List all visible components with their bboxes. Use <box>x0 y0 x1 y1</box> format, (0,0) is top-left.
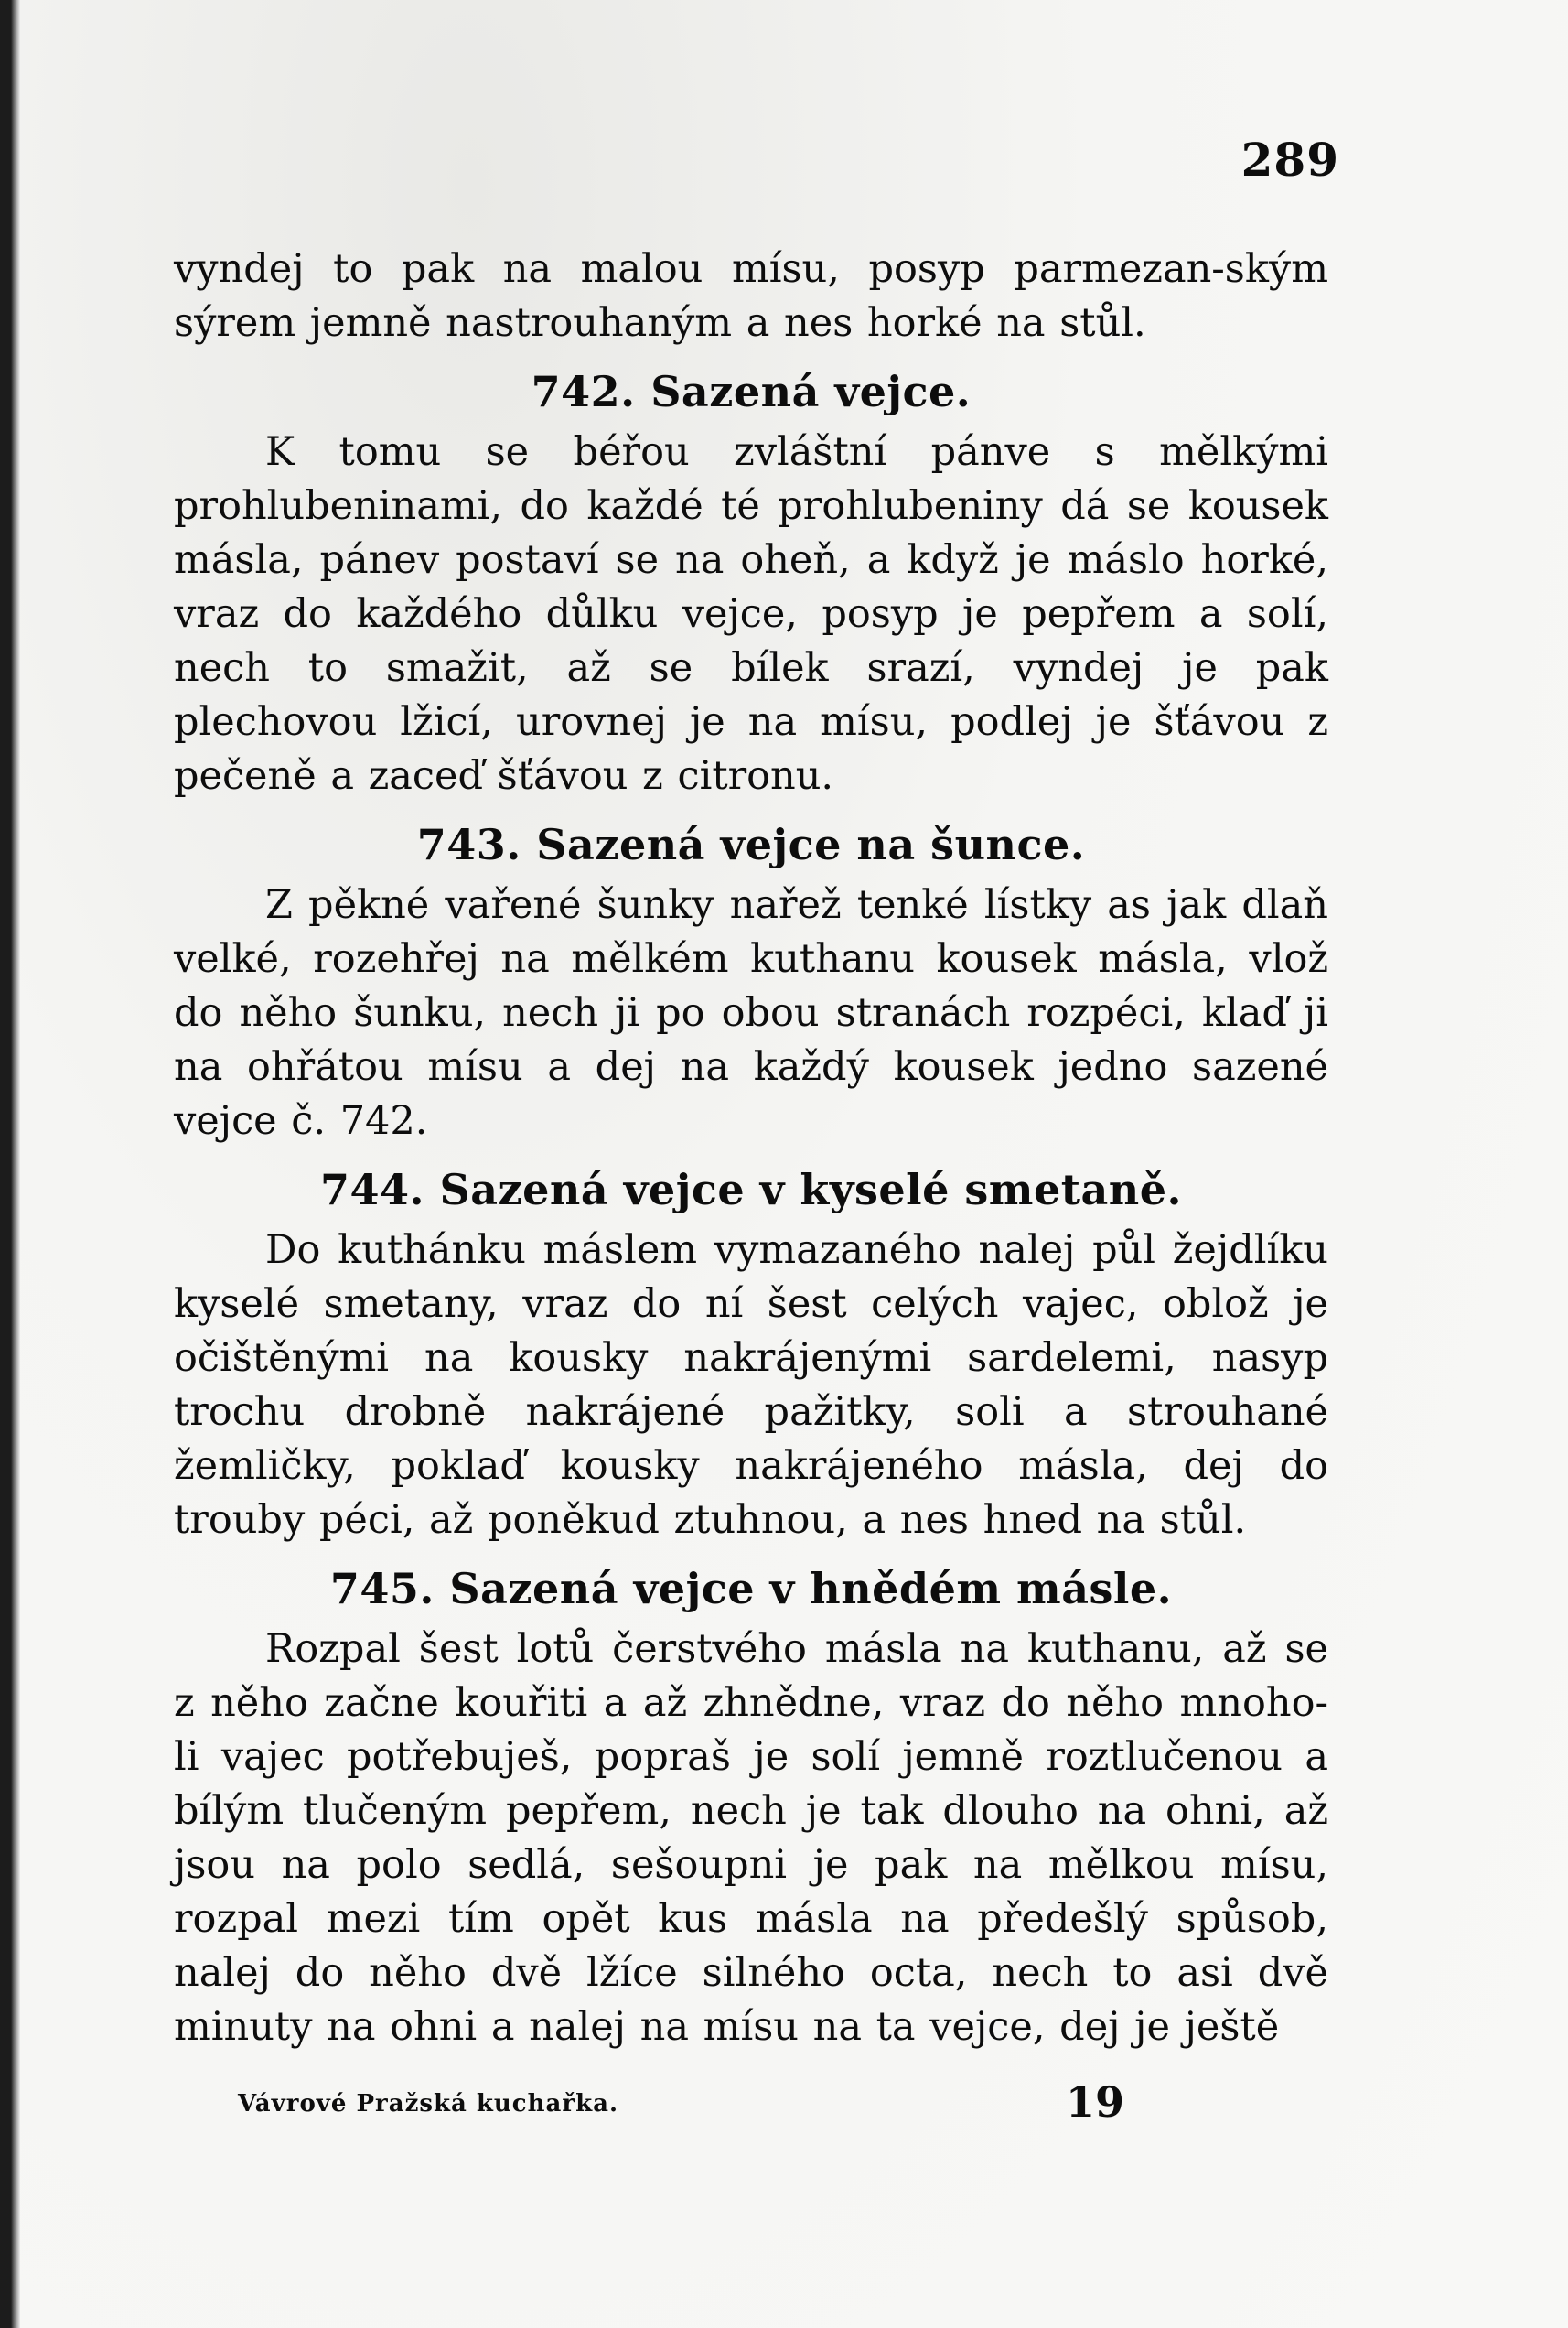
footer-credit: Vávrové Pražská kuchařka. <box>238 2090 619 2118</box>
recipe-745-title: 745. Sazená vejce v hnědém másle. <box>329 1564 1173 1613</box>
signature-mark: 19 <box>1066 2077 1125 2127</box>
recipe-743-title: 743. Sazená vejce na šunce. <box>416 820 1086 869</box>
page-footer <box>238 2077 1153 2132</box>
recipe-744-title: 744. Sazená vejce v kyselé smetaně. <box>319 1165 1183 1214</box>
page-body <box>174 242 1328 2054</box>
recipe-743-text: Z pěkné vařené šunky nařež tenké lístky as jak dlaň velké, rozehřej na mělkém kuthanu kousek másla, vlož do něho šunku, nech ji po obou stranách rozpéci, klaď ji na ohřátou mísu a dej na každý kousek jedno sazené vejce č. 742. <box>174 882 1328 1144</box>
intro-paragraph: vyndej to pak na malou mísu, posyp parmezan-ským sýrem jemně nastrouhaným a nes horké na stůl. <box>174 246 1328 346</box>
recipe-742-text: K tomu se béřou zvláštní pánve s mělkými prohlubeninami, do každé té prohlubeniny dá se kousek másla, pánev postaví se na oheň, a když je máslo horké, vraz do každého důlku vejce, posyp je pepřem a solí, nech to smažit, až se bílek srazí, vyndej je pak plechovou lžicí, urovnej je na mísu, podlej je šťávou z pečeně a zaceď šťávou z citronu. <box>174 429 1328 799</box>
page-edge-shadow <box>0 0 20 2328</box>
page-number: 289 <box>1240 133 1339 187</box>
recipe-744-text: Do kuthánku máslem vymazaného nalej půl žejdlíku kyselé smetany, vraz do ní šest celých vajec, oblož je očištěnými na kousky nakrájenými sardelemi, nasyp trochu drobně nakrájené pažitky, soli a strouhané žemličky, poklaď kousky nakrájeného másla, dej do trouby péci, až poněkud ztuhnou, a nes hned na stůl. <box>174 1227 1328 1543</box>
recipe-745-text: Rozpal šest lotů čerstvého másla na kuthanu, až se z něho začne kouřiti a až zhnědne, vraz do něho mnoho-li vajec potřebuješ, popraš je solí jemně roztlučenou a bílým tlučeným pepřem, nech je tak dlouho na ohni, až jsou na polo sedlá, sešoupni je pak na mělkou mísu, rozpal mezi tím opět kus másla na předešlý spůsob, nalej do něho dvě lžíce silného octa, nech to asi dvě minuty na ohni a nalej na mísu na ta vejce, dej je ještě <box>174 1626 1328 2050</box>
recipe-742-title: 742. Sazená vejce. <box>531 367 972 416</box>
